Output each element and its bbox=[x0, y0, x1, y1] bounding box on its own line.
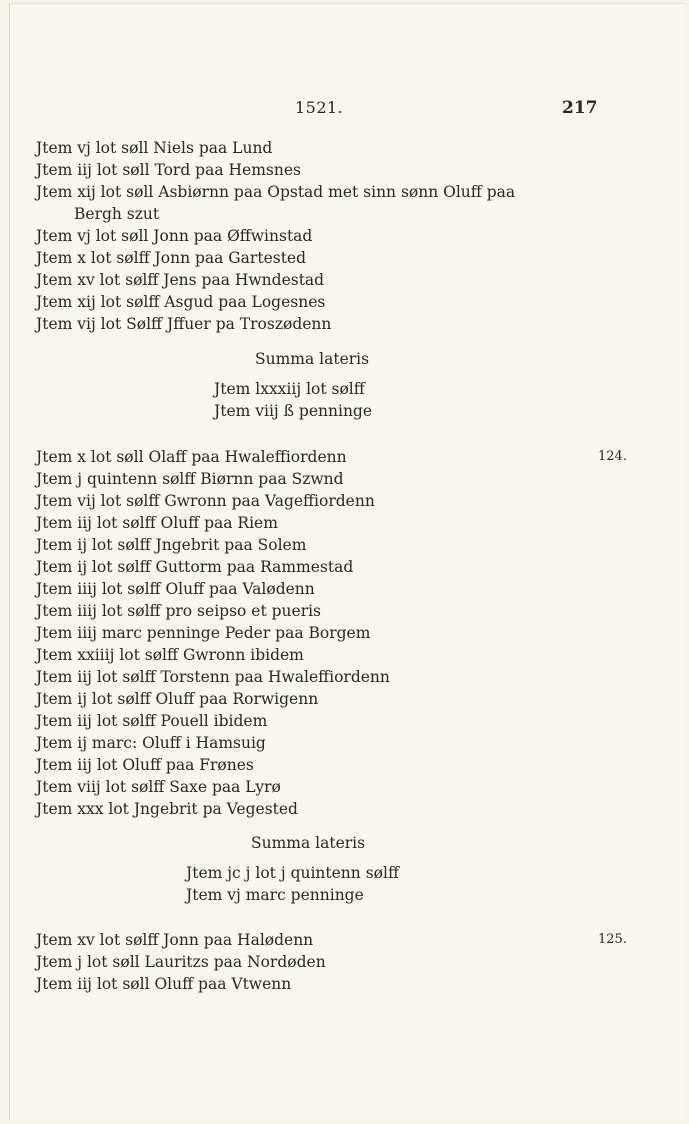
entry-line: Jtem vj lot søll Jonn paa Øffwinstad bbox=[36, 227, 313, 245]
entry-line: Jtem ij lot sølff Oluff paa Rorwigenn bbox=[36, 690, 319, 708]
entry-line: Jtem xxx lot Jngebrit pa Vegested bbox=[36, 800, 298, 818]
entry-line: Jtem xv lot sølff Jens paa Hwndestad bbox=[36, 271, 325, 289]
entry-line: Jtem iij lot Oluff paa Frønes bbox=[36, 756, 254, 774]
summa-heading: Summa lateris bbox=[251, 834, 366, 852]
entry-line: Jtem viij lot sølff Saxe paa Lyrø bbox=[36, 778, 281, 796]
page-number: 217 bbox=[562, 98, 598, 118]
entry-line: Jtem iij lot sølff Torstenn paa Hwaleffiordenn bbox=[36, 668, 390, 686]
summa-line: Jtem jc j lot j quintenn sølff bbox=[186, 864, 399, 882]
page-header-year: 1521. bbox=[295, 98, 344, 117]
entry-line: Jtem ij lot sølff Jngebrit paa Solem bbox=[36, 536, 307, 554]
entry-line: Jtem vij lot sølff Gwronn paa Vageffiordenn bbox=[36, 492, 375, 510]
entry-line: Jtem xxiiij lot sølff Gwronn ibidem bbox=[36, 646, 304, 664]
entry-line: Jtem ij marc: Oluff i Hamsuig bbox=[36, 734, 266, 752]
entries-block-3 bbox=[36, 929, 326, 995]
entry-line-continuation: Bergh szut bbox=[74, 205, 160, 223]
entry-line: Jtem iiij lot sølff Oluff paa Valødenn bbox=[36, 580, 315, 598]
marginal-number: 124. bbox=[598, 449, 627, 464]
entry-line: Jtem vij lot Sølff Jffuer pa Troszødenn bbox=[36, 315, 332, 333]
summa-line: Jtem viij ß penninge bbox=[214, 402, 373, 420]
entries-block-1 bbox=[36, 137, 515, 335]
summa-line: Jtem vj marc penninge bbox=[186, 886, 364, 904]
entry-line: Jtem iij lot søll Tord paa Hemsnes bbox=[36, 161, 301, 179]
entry-line: Jtem vj lot søll Niels paa Lund bbox=[36, 139, 273, 157]
entry-line: Jtem x lot søll Olaff paa Hwaleffiordenn bbox=[36, 448, 347, 466]
entries-block-2 bbox=[36, 446, 390, 820]
entry-line: Jtem iij lot sølff Oluff paa Riem bbox=[36, 514, 278, 532]
entry-line: Jtem iij lot søll Oluff paa Vtwenn bbox=[36, 975, 292, 993]
entry-line: Jtem j lot søll Lauritzs paa Nordøden bbox=[36, 953, 326, 971]
entry-line: Jtem iiij marc penninge Peder paa Borgem bbox=[36, 624, 371, 642]
entry-line: Jtem j quintenn sølff Biørnn paa Szwnd bbox=[36, 470, 344, 488]
marginal-number: 125. bbox=[598, 932, 627, 947]
summa-heading: Summa lateris bbox=[255, 350, 370, 368]
entry-line: Jtem xij lot søll Asbiørnn paa Opstad met sinn sønn Oluff paa bbox=[36, 183, 516, 201]
entry-line: Jtem x lot sølff Jonn paa Gartested bbox=[36, 249, 307, 267]
entry-line: Jtem ij lot sølff Guttorm paa Rammestad bbox=[36, 558, 354, 576]
entry-line: Jtem xij lot sølff Asgud paa Logesnes bbox=[36, 293, 326, 311]
entry-line: Jtem xv lot sølff Jonn paa Halødenn bbox=[36, 931, 314, 949]
entry-line: Jtem iij lot sølff Pouell ibidem bbox=[36, 712, 268, 730]
summa-line: Jtem lxxxiij lot sølff bbox=[214, 380, 365, 398]
entry-line: Jtem iiij lot sølff pro seipso et pueris bbox=[36, 602, 322, 620]
